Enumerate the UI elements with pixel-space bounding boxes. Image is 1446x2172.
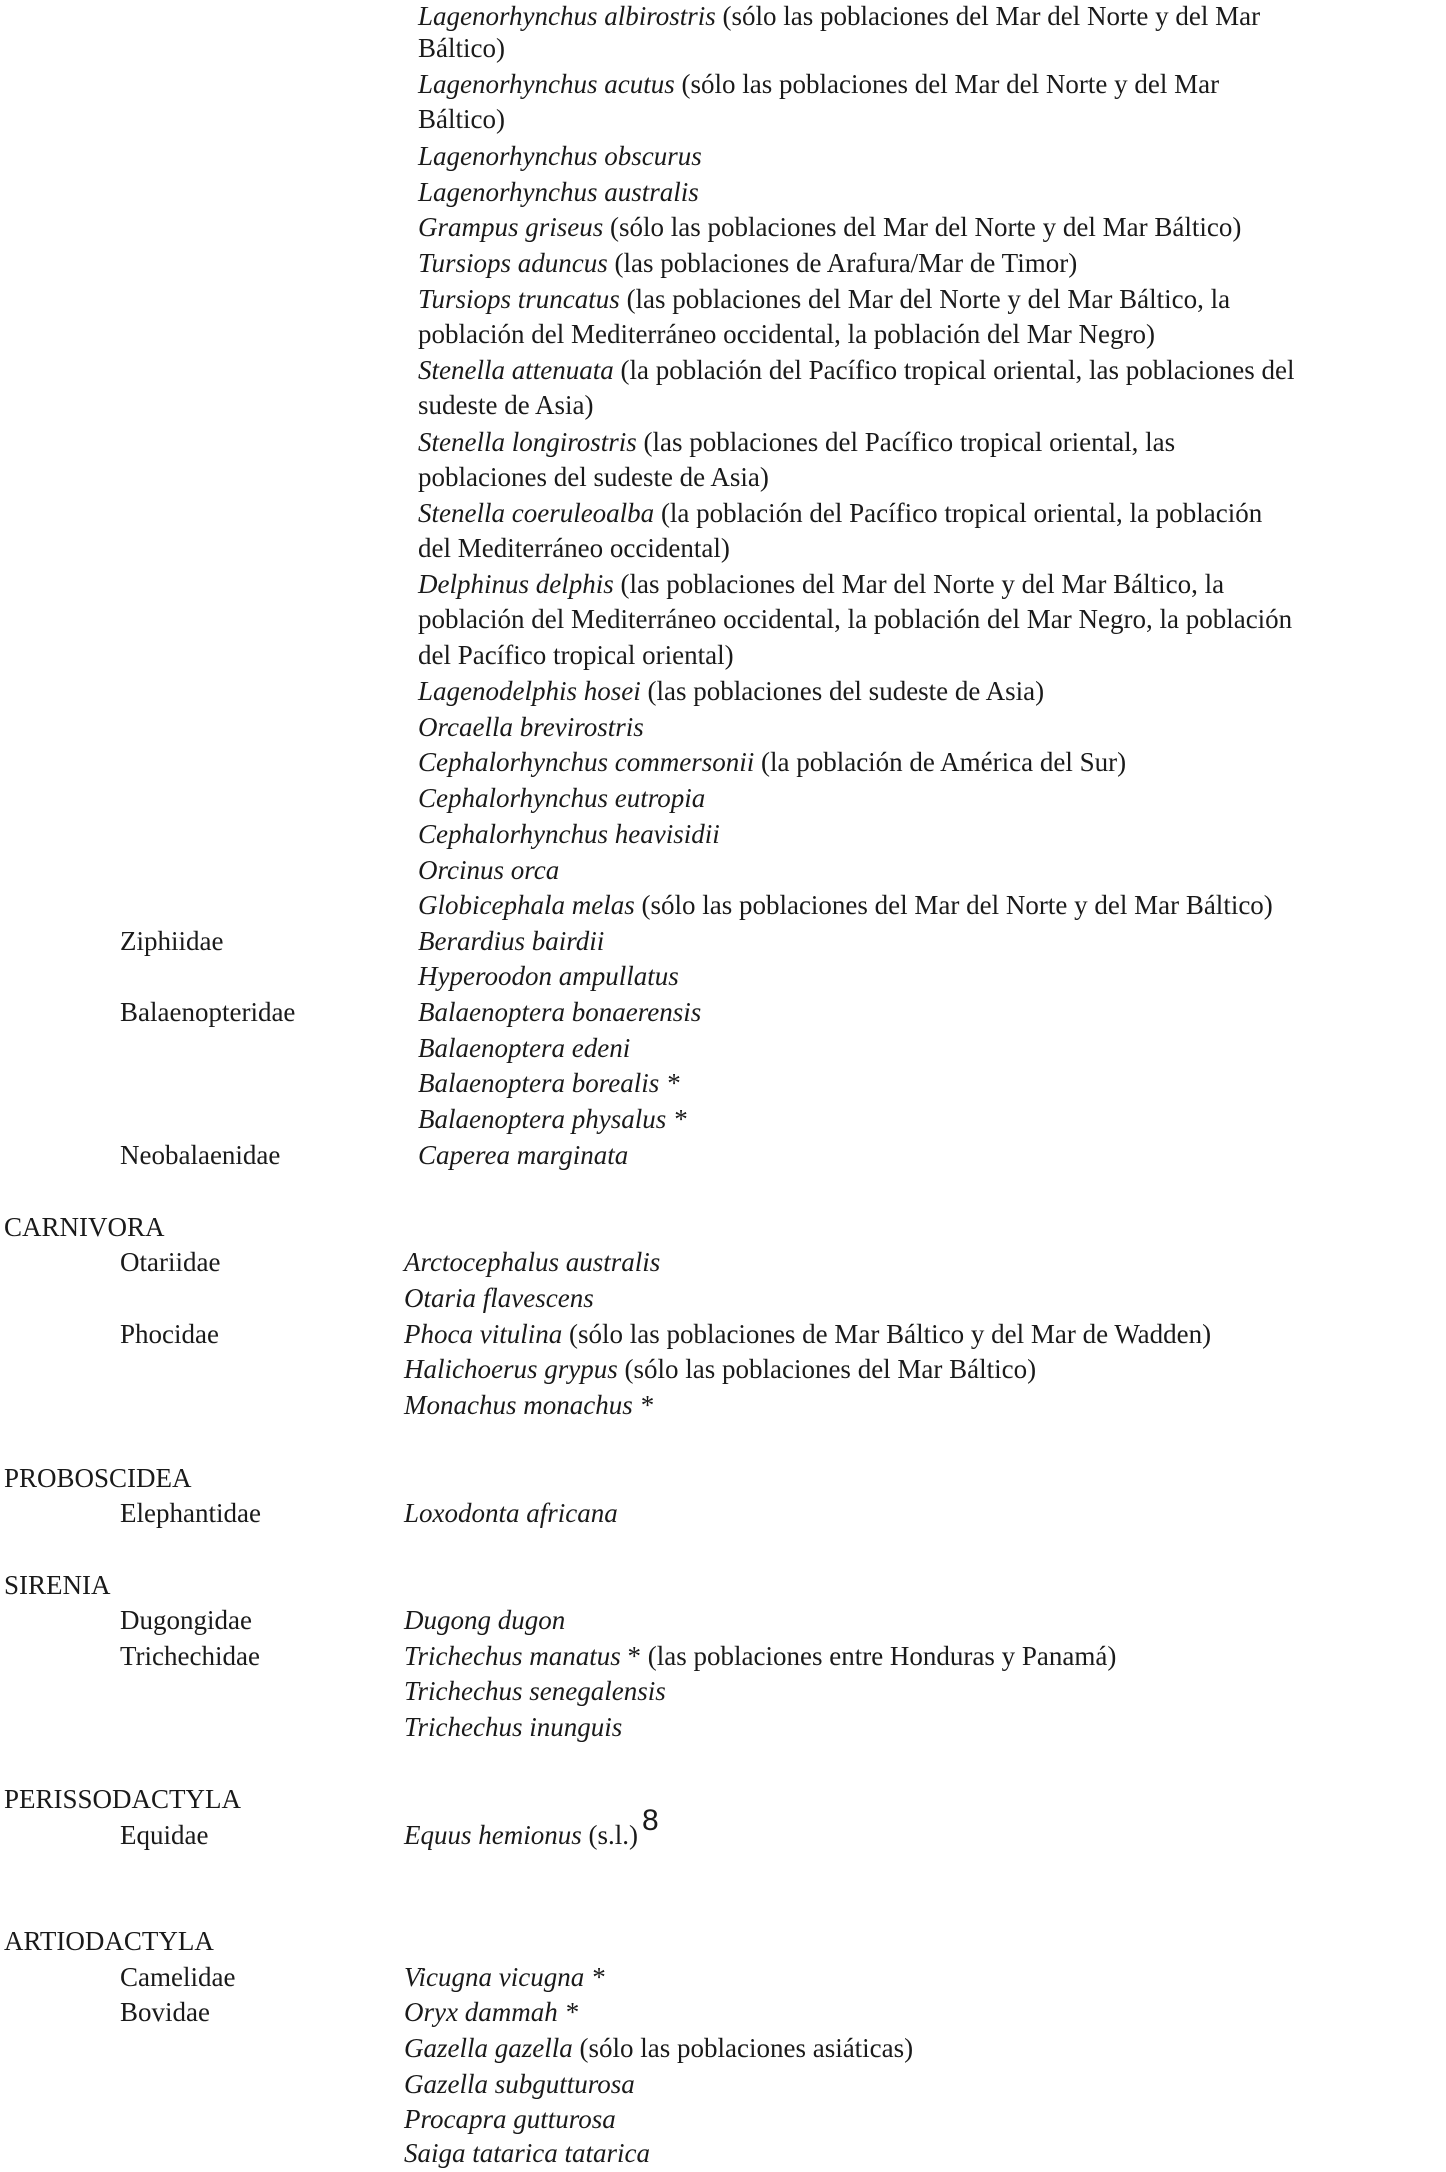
species-name: Trichechus senegalensis [404, 1676, 666, 1706]
species-note: (la población del Pacífico tropical oriental, las poblaciones del [613, 355, 1295, 385]
family-dugongidae: Dugongidae [120, 1605, 252, 1635]
species-name: Oryx dammah * [404, 1997, 578, 2027]
species-name: Trichechus inunguis [404, 1712, 623, 1742]
species-name: Cephalorhynchus commersonii [418, 747, 755, 777]
footnote-marker: 8 [642, 1804, 659, 1837]
order-carnivora: CARNIVORA [4, 1212, 165, 1242]
family-neobalaenidae: Neobalaenidae [120, 1140, 281, 1170]
list-item [418, 426, 1175, 458]
list-item [418, 140, 702, 172]
list-item [404, 1389, 653, 1421]
list-item [418, 746, 1126, 778]
species-name: Berardius bairdii [418, 926, 605, 956]
list-item [404, 1996, 578, 2028]
species-note: del Mediterráneo occidental) [418, 533, 730, 563]
species-name: Balaenoptera bonaerensis [418, 997, 702, 1027]
species-name: Orcaella brevirostris [418, 712, 644, 742]
list-item [404, 2103, 616, 2135]
family-balaenopteridae: Balaenopteridae [120, 997, 296, 1027]
species-note: (sólo las poblaciones del Mar del Norte y del Mar [715, 1, 1261, 31]
list-item [404, 2068, 635, 2100]
species-note: (las poblaciones del Mar del Norte y del Mar Báltico, la [613, 569, 1225, 599]
list-item [418, 889, 1273, 921]
list-item [418, 1032, 630, 1064]
species-name: Arctocephalus australis [404, 1247, 661, 1277]
list-item [404, 1353, 1036, 1385]
list-item [418, 461, 769, 493]
list-item [418, 1139, 628, 1171]
list-item [404, 2032, 913, 2064]
species-name: Tursiops truncatus [418, 284, 620, 314]
list-item [404, 1282, 594, 1314]
species-name: Stenella attenuata [418, 355, 614, 385]
list-item [404, 1804, 659, 1851]
list-item [404, 1318, 1211, 1350]
species-note: (sólo las poblaciones del Mar del Norte y del Mar Báltico) [634, 890, 1273, 920]
species-note: (sólo las poblaciones del Mar del Norte y del Mar [674, 69, 1220, 99]
order-artiodactyla: ARTIODACTYLA [4, 1926, 214, 1956]
species-name: Lagenodelphis hosei [418, 676, 641, 706]
species-name: Hyperoodon ampullatus [418, 961, 679, 991]
list-item [418, 0, 1260, 32]
list-item [418, 68, 1219, 100]
species-name: Lagenorhynchus obscurus [418, 141, 702, 171]
species-note: * (las poblaciones entre Honduras y Panamá) [620, 1641, 1117, 1671]
species-name: Halichoerus grypus [404, 1354, 618, 1384]
list-item [404, 1675, 666, 1707]
family-bovidae: Bovidae [120, 1997, 210, 2027]
species-note: (sólo las poblaciones de Mar Báltico y del Mar de Wadden) [562, 1319, 1212, 1349]
species-note: (sólo las poblaciones del Mar del Norte y del Mar Báltico) [603, 212, 1242, 242]
species-name: Stenella coeruleoalba [418, 498, 655, 528]
species-note: (las poblaciones del sudeste de Asia) [640, 676, 1045, 706]
species-name: Grampus griseus [418, 212, 604, 242]
species-note: (las poblaciones del Mar del Norte y del Mar Báltico, la [619, 284, 1231, 314]
family-ziphiidae: Ziphiidae [120, 926, 224, 956]
list-item [404, 1497, 618, 1529]
list-item [418, 711, 644, 743]
list-item [418, 1103, 686, 1135]
species-note: (las poblaciones del Pacífico tropical oriental, las [636, 427, 1176, 457]
list-item [418, 1067, 679, 1099]
list-item [418, 176, 699, 208]
list-item [418, 354, 1294, 386]
species-name: Otaria flavescens [404, 1283, 594, 1313]
family-elephantidae: Elephantidae [120, 1498, 261, 1528]
list-item [418, 925, 604, 957]
species-note: sudeste de Asia) [418, 390, 594, 420]
species-name: Lagenorhynchus australis [418, 177, 699, 207]
list-item [418, 103, 505, 135]
list-item [418, 854, 559, 886]
species-name: Equus hemionus [404, 1820, 582, 1850]
species-name: Tursiops aduncus [418, 248, 608, 278]
list-item [418, 532, 730, 564]
species-name: Caperea marginata [418, 1140, 629, 1170]
list-item [418, 568, 1224, 600]
list-item [404, 1604, 565, 1636]
species-name: Lagenorhynchus acutus [418, 69, 675, 99]
species-note: (sólo las poblaciones del Mar Báltico) [617, 1354, 1037, 1384]
family-camelidae: Camelidae [120, 1962, 236, 1992]
family-equidae: Equidae [120, 1820, 209, 1850]
species-name: Dugong dugon [404, 1605, 566, 1635]
species-note: (la población del Pacífico tropical oriental, la población [654, 498, 1263, 528]
list-item [418, 247, 1077, 279]
species-name: Vicugna vicugna * [404, 1962, 605, 1992]
order-perissodactyla: PERISSODACTYLA [4, 1784, 242, 1814]
species-name: Procapra gutturosa [404, 2104, 616, 2134]
species-name: Lagenorhynchus albirostris [418, 1, 716, 31]
list-item [418, 818, 720, 850]
species-note: del Pacífico tropical oriental) [418, 640, 734, 670]
species-name: Cephalorhynchus eutropia [418, 783, 706, 813]
species-name: Cephalorhynchus heavisidii [418, 819, 720, 849]
list-item [404, 1961, 604, 1993]
list-item [418, 960, 679, 992]
species-note: población del Mediterráneo occidental, la población del Mar Negro, la población [418, 604, 1293, 634]
species-name: Stenella longirostris [418, 427, 637, 457]
list-item [418, 497, 1262, 529]
species-name: Globicephala melas [418, 890, 635, 920]
species-note: población del Mediterráneo occidental, la población del Mar Negro) [418, 319, 1155, 349]
family-otariidae: Otariidae [120, 1247, 221, 1277]
species-name: Delphinus delphis [418, 569, 614, 599]
list-item [404, 1640, 1116, 1672]
list-item [418, 283, 1230, 315]
species-note: (sólo las poblaciones asiáticas) [572, 2033, 914, 2063]
list-item [404, 1711, 622, 1743]
species-note: poblaciones del sudeste de Asia) [418, 462, 769, 492]
species-name: Balaenoptera borealis * [418, 1068, 680, 1098]
species-name: Gazella subgutturosa [404, 2069, 635, 2099]
species-name: Balaenoptera physalus * [418, 1104, 687, 1134]
list-item [418, 211, 1241, 243]
list-item [418, 639, 734, 671]
species-name: Phoca vitulina [404, 1319, 563, 1349]
species-name: Monachus monachus * [404, 1390, 653, 1420]
order-sirenia: SIRENIA [4, 1570, 111, 1600]
list-item [418, 318, 1155, 350]
list-item [418, 389, 593, 421]
species-name: Trichechus manatus [404, 1641, 621, 1671]
list-item [404, 2137, 650, 2169]
species-note: (s.l.) [581, 1820, 638, 1850]
species-name: Saiga tatarica tatarica [404, 2138, 650, 2168]
species-name: Orcinus orca [418, 855, 560, 885]
list-item [404, 1246, 660, 1278]
family-trichechidae: Trichechidae [120, 1641, 260, 1671]
species-note: Báltico) [418, 104, 505, 134]
list-item [418, 32, 505, 64]
list-item [418, 782, 705, 814]
order-proboscidea: PROBOSCIDEA [4, 1463, 192, 1493]
list-item [418, 675, 1044, 707]
species-note: (la población de América del Sur) [754, 747, 1127, 777]
species-name: Loxodonta africana [404, 1498, 618, 1528]
species-name: Gazella gazella [404, 2033, 573, 2063]
species-name: Balaenoptera edeni [418, 1033, 631, 1063]
list-item [418, 996, 701, 1028]
list-item [418, 603, 1292, 635]
family-phocidae: Phocidae [120, 1319, 219, 1349]
species-note: (las poblaciones de Arafura/Mar de Timor) [607, 248, 1078, 278]
species-note: Báltico) [418, 33, 505, 63]
